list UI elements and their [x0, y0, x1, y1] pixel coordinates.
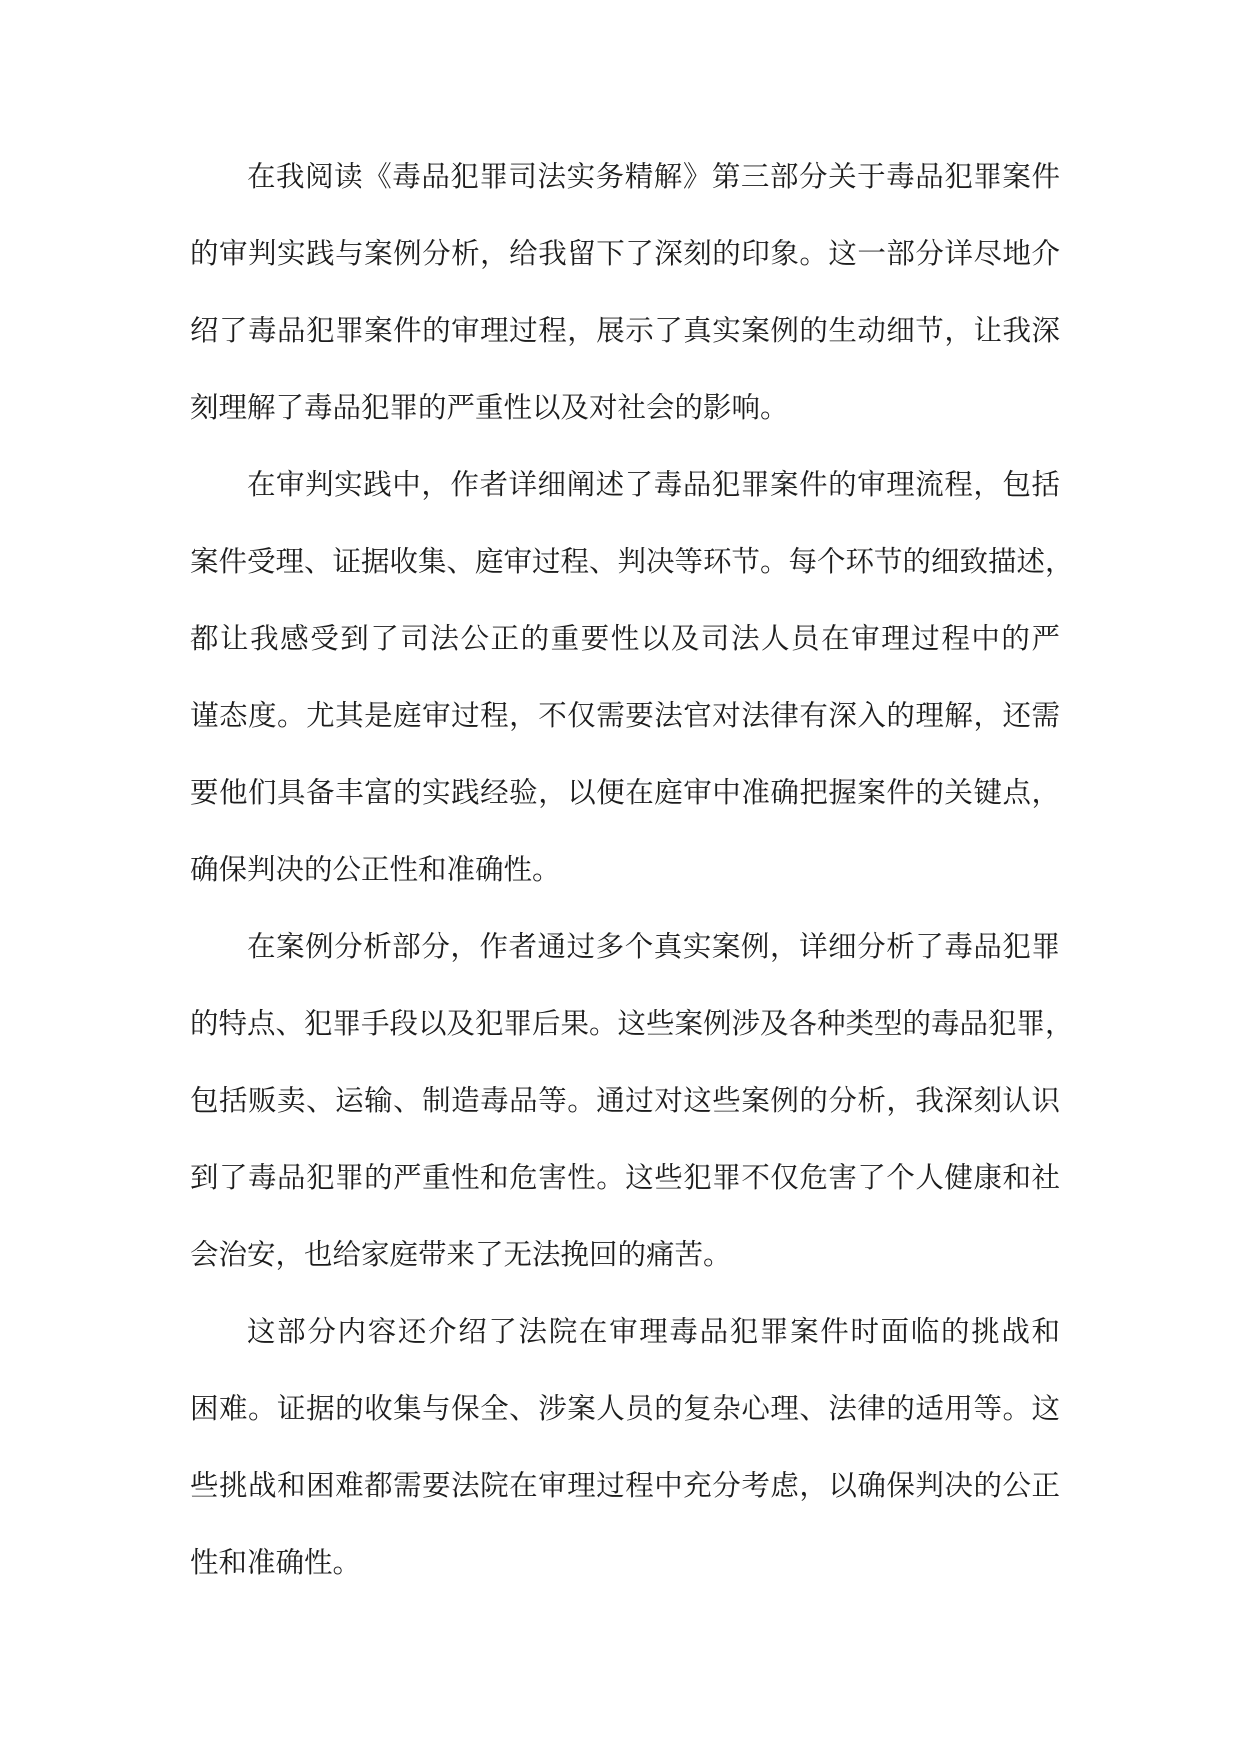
- text-line: 都让我感受到了司法公正的重要性以及司法人员在审理过程中的严: [190, 622, 1060, 655]
- text-line: 会治安，也给家庭带来了无法挽回的痛苦。: [190, 1238, 732, 1271]
- text-line: 刻理解了毒品犯罪的严重性以及对社会的影响。: [190, 391, 789, 424]
- text-line: 绍了毒品犯罪案件的审理过程，展示了真实案例的生动细节，让我深: [190, 314, 1060, 347]
- paragraph-4: [190, 1293, 1060, 1601]
- text-line: 案件受理、证据收集、庭审过程、判决等环节。每个环节的细致描述，: [190, 545, 1074, 578]
- text-line: 在我阅读《毒品犯罪司法实务精解》第三部分关于毒品犯罪案件: [247, 160, 1060, 193]
- paragraph-2: [190, 446, 1074, 908]
- text-line: 性和准确性。: [190, 1546, 362, 1579]
- text-line: 谨态度。尤其是庭审过程，不仅需要法官对法律有深入的理解，还需: [190, 699, 1060, 732]
- paragraph-1: [190, 138, 1060, 446]
- paragraph-3: [190, 908, 1074, 1293]
- text-line: 包括贩卖、运输、制造毒品等。通过对这些案例的分析，我深刻认识: [190, 1084, 1060, 1117]
- text-line: 到了毒品犯罪的严重性和危害性。这些犯罪不仅危害了个人健康和社: [190, 1161, 1060, 1194]
- text-line: 要他们具备丰富的实践经验，以便在庭审中准确把握案件的关键点，: [190, 776, 1060, 809]
- document-body: [190, 138, 1074, 1601]
- text-line: 的审判实践与案例分析，给我留下了深刻的印象。这一部分详尽地介: [190, 237, 1060, 270]
- text-line: 困难。证据的收集与保全、涉案人员的复杂心理、法律的适用等。这: [190, 1392, 1060, 1425]
- text-line: 些挑战和困难都需要法院在审理过程中充分考虑，以确保判决的公正: [190, 1469, 1060, 1502]
- text-line: 的特点、犯罪手段以及犯罪后果。这些案例涉及各种类型的毒品犯罪，: [190, 1007, 1074, 1040]
- text-line: 确保判决的公正性和准确性。: [190, 853, 561, 886]
- text-line: 在审判实践中，作者详细阐述了毒品犯罪案件的审理流程，包括: [247, 468, 1060, 501]
- text-line: 这部分内容还介绍了法院在审理毒品犯罪案件时面临的挑战和: [247, 1315, 1060, 1348]
- text-line: 在案例分析部分，作者通过多个真实案例，详细分析了毒品犯罪: [247, 930, 1060, 963]
